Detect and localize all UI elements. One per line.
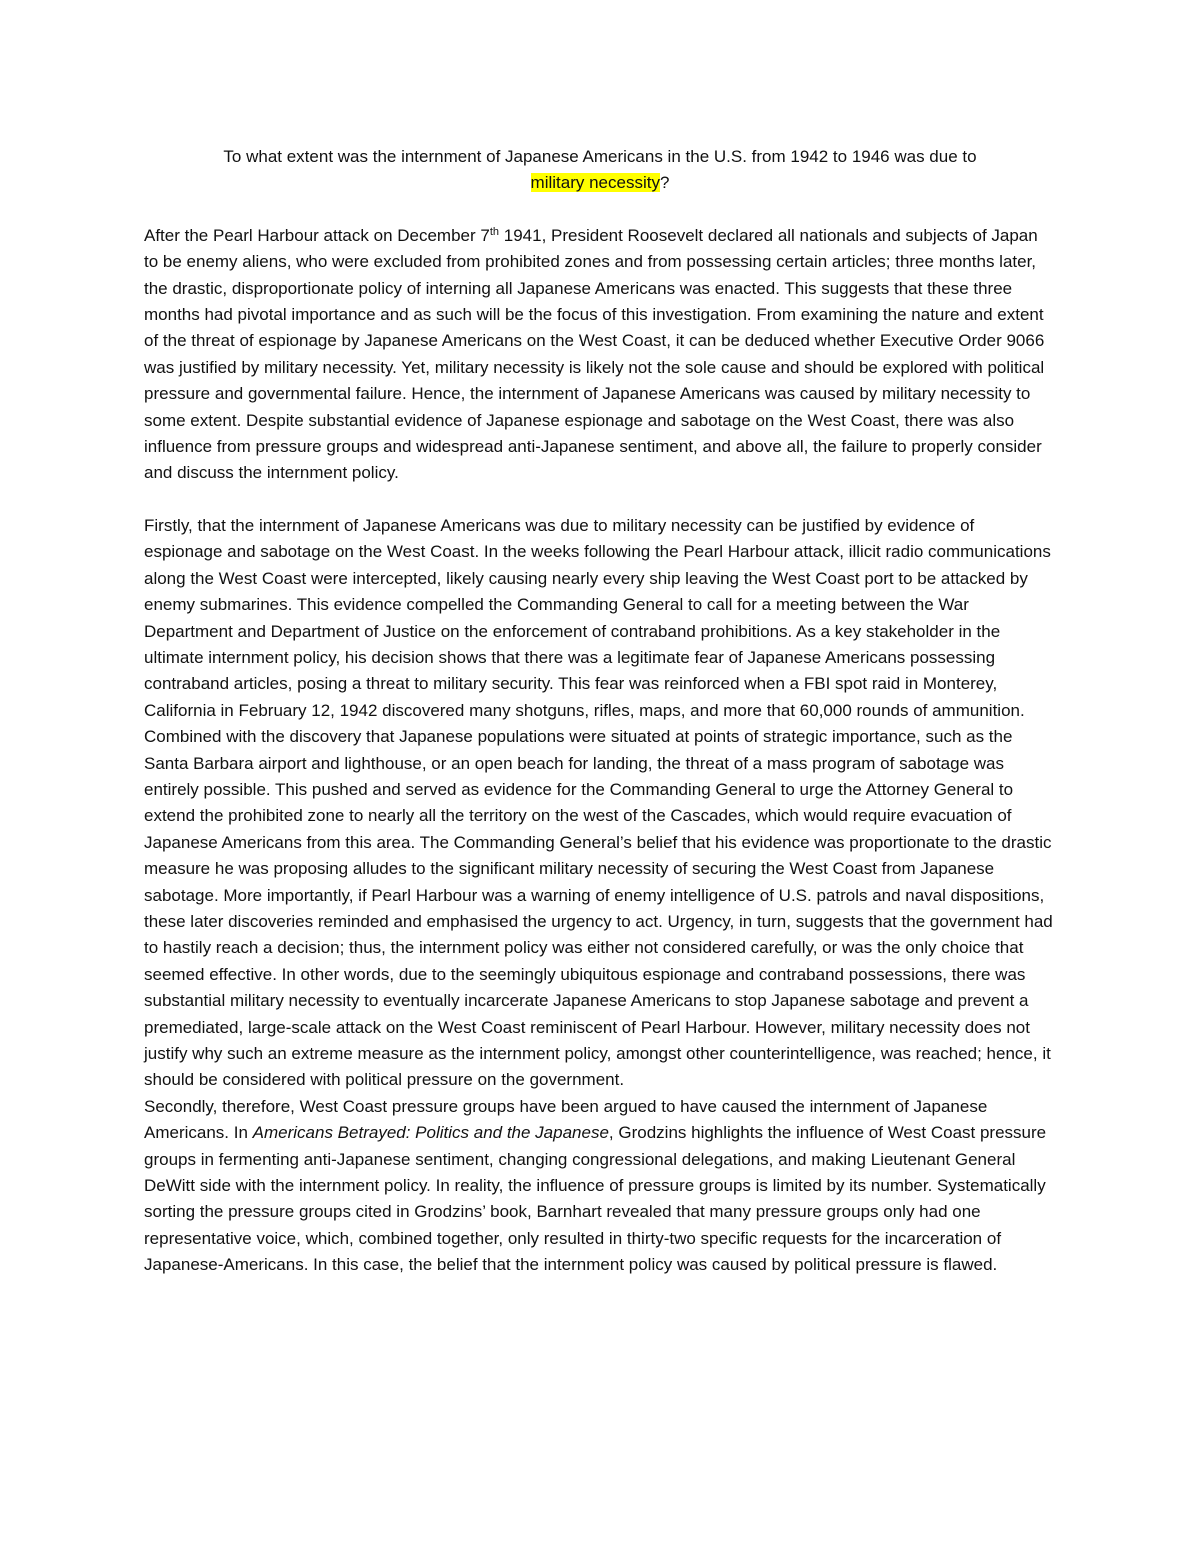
title-line: To what extent was the internment of Japanese Americans in the U.S. from 1942 to 1946 was due to — [223, 147, 977, 166]
essay-title — [144, 144, 1056, 197]
title-question-mark: ? — [659, 173, 670, 193]
pressure-text-start: Secondly, therefore, West Coast pressure groups have been argued to have caused the internment of Japanese Americans. In — [144, 1096, 988, 1143]
intro-text-rest: 1941, President Roosevelt declared all nationals and subjects of Japan to be enemy aliens, who were excluded from prohibited zones and from possessing certain articles; three months later, the drastic, disproportionate policy of interning all Japanese Americans was enacted. This suggests that these three months had pivotal importance and as such will be the focus of this investigation. From examining the nature and extent of the threat of espionage by Japanese Americans on the West Coast, it can be deduced whether Executive Order 9066 was justified by military necessity. Yet, military necessity is likely not the sole cause and should be explored with political pressure and governmental failure. Hence, the internment of Japanese Americans was caused by military necessity to some extent. Despite substantial evidence of Japanese espionage and sabotage on the West Coast, there was also influence from pressure groups and widespread anti-Japanese sentiment, and above all, the failure to properly consider and discuss the internment policy. — [144, 225, 1045, 483]
intro-paragraph — [144, 223, 1056, 487]
highlighted-phrase: military necessity — [530, 173, 660, 193]
body-paragraph-military-necessity: Firstly, that the internment of Japanese Americans was due to military necessity can be justified by evidence of espionage and sabotage on the West Coast. In the weeks following the Pearl Harbour attack, illicit radio communications along the West Coast were intercepted, likely causing nearly every ship leaving the West Coast port to be attacked by enemy submarines. This evidence compelled the Commanding General to call for a meeting between the War Department and Department of Justice on the enforcement of contraband prohibitions. As a key stakeholder in the ultimate internment policy, his decision shows that there was a legitimate fear of Japanese Americans possessing contraband articles, posing a threat to military security. This fear was reinforced when a FBI spot raid in Monterey, California in February 12, 1942 discovered many shotguns, rifles, maps, and more that 60,000 rounds of ammunition. Combined with the discovery that Japanese populations were situated at points of strategic importance, such as the Santa Barbara airport and lighthouse, or an open beach for landing, the threat of a mass program of sabotage was entirely possible. This pushed and served as evidence for the Commanding General to urge the Attorney General to extend the prohibited zone to nearly all the territory on the west of the Cascades, which would require evacuation of Japanese Americans from this area. The Commanding General’s belief that his evidence was proportionate to the drastic measure he was proposing alludes to the significant military necessity of securing the West Coast from Japanese sabotage. More importantly, if Pearl Harbour was a warning of enemy intelligence of U.S. patrols and naval dispositions, these later discoveries reminded and emphasised the urgency to act. Urgency, in turn, suggests that the government had to hastily reach a decision; thus, the internment policy was either not considered carefully, or was the only choice that seemed effective. In other words, due to the seemingly ubiquitous espionage and contraband possessions, there was substantial military necessity to eventually incarcerate Japanese Americans to stop Japanese sabotage and prevent a premediated, large-scale attack on the West Coast reminiscent of Pearl Harbour. However, military necessity does not justify why such an extreme measure as the internment policy, amongst other counterintelligence, was reached; hence, it should be considered with political pressure on the government. — [144, 515, 1053, 1090]
pressure-text-rest: , Grodzins highlights the influence of West Coast pressure groups in fermenting anti-Japanese sentiment, changing congressional delegations, and making Lieutenant General DeWitt side with the internment policy. In reality, the influence of pressure groups is limited by its number. Systematically sorting the pressure groups cited in Grodzins’ book, Barnhart revealed that many pressure groups only had one representative voice, which, combined together, only resulted in thirty-two specific requests for the incarceration of Japanese-Americans. In this case, the belief that the internment policy was caused by political pressure is flawed. — [144, 1123, 1047, 1275]
document-body — [144, 144, 1056, 1279]
ordinal-superscript: th — [489, 225, 500, 238]
intro-text-start: After the Pearl Harbour attack on December 7 — [144, 225, 490, 245]
body-paragraph-pressure-groups — [144, 1094, 1056, 1279]
book-title: Americans Betrayed: Politics and the Japanese — [252, 1123, 609, 1143]
